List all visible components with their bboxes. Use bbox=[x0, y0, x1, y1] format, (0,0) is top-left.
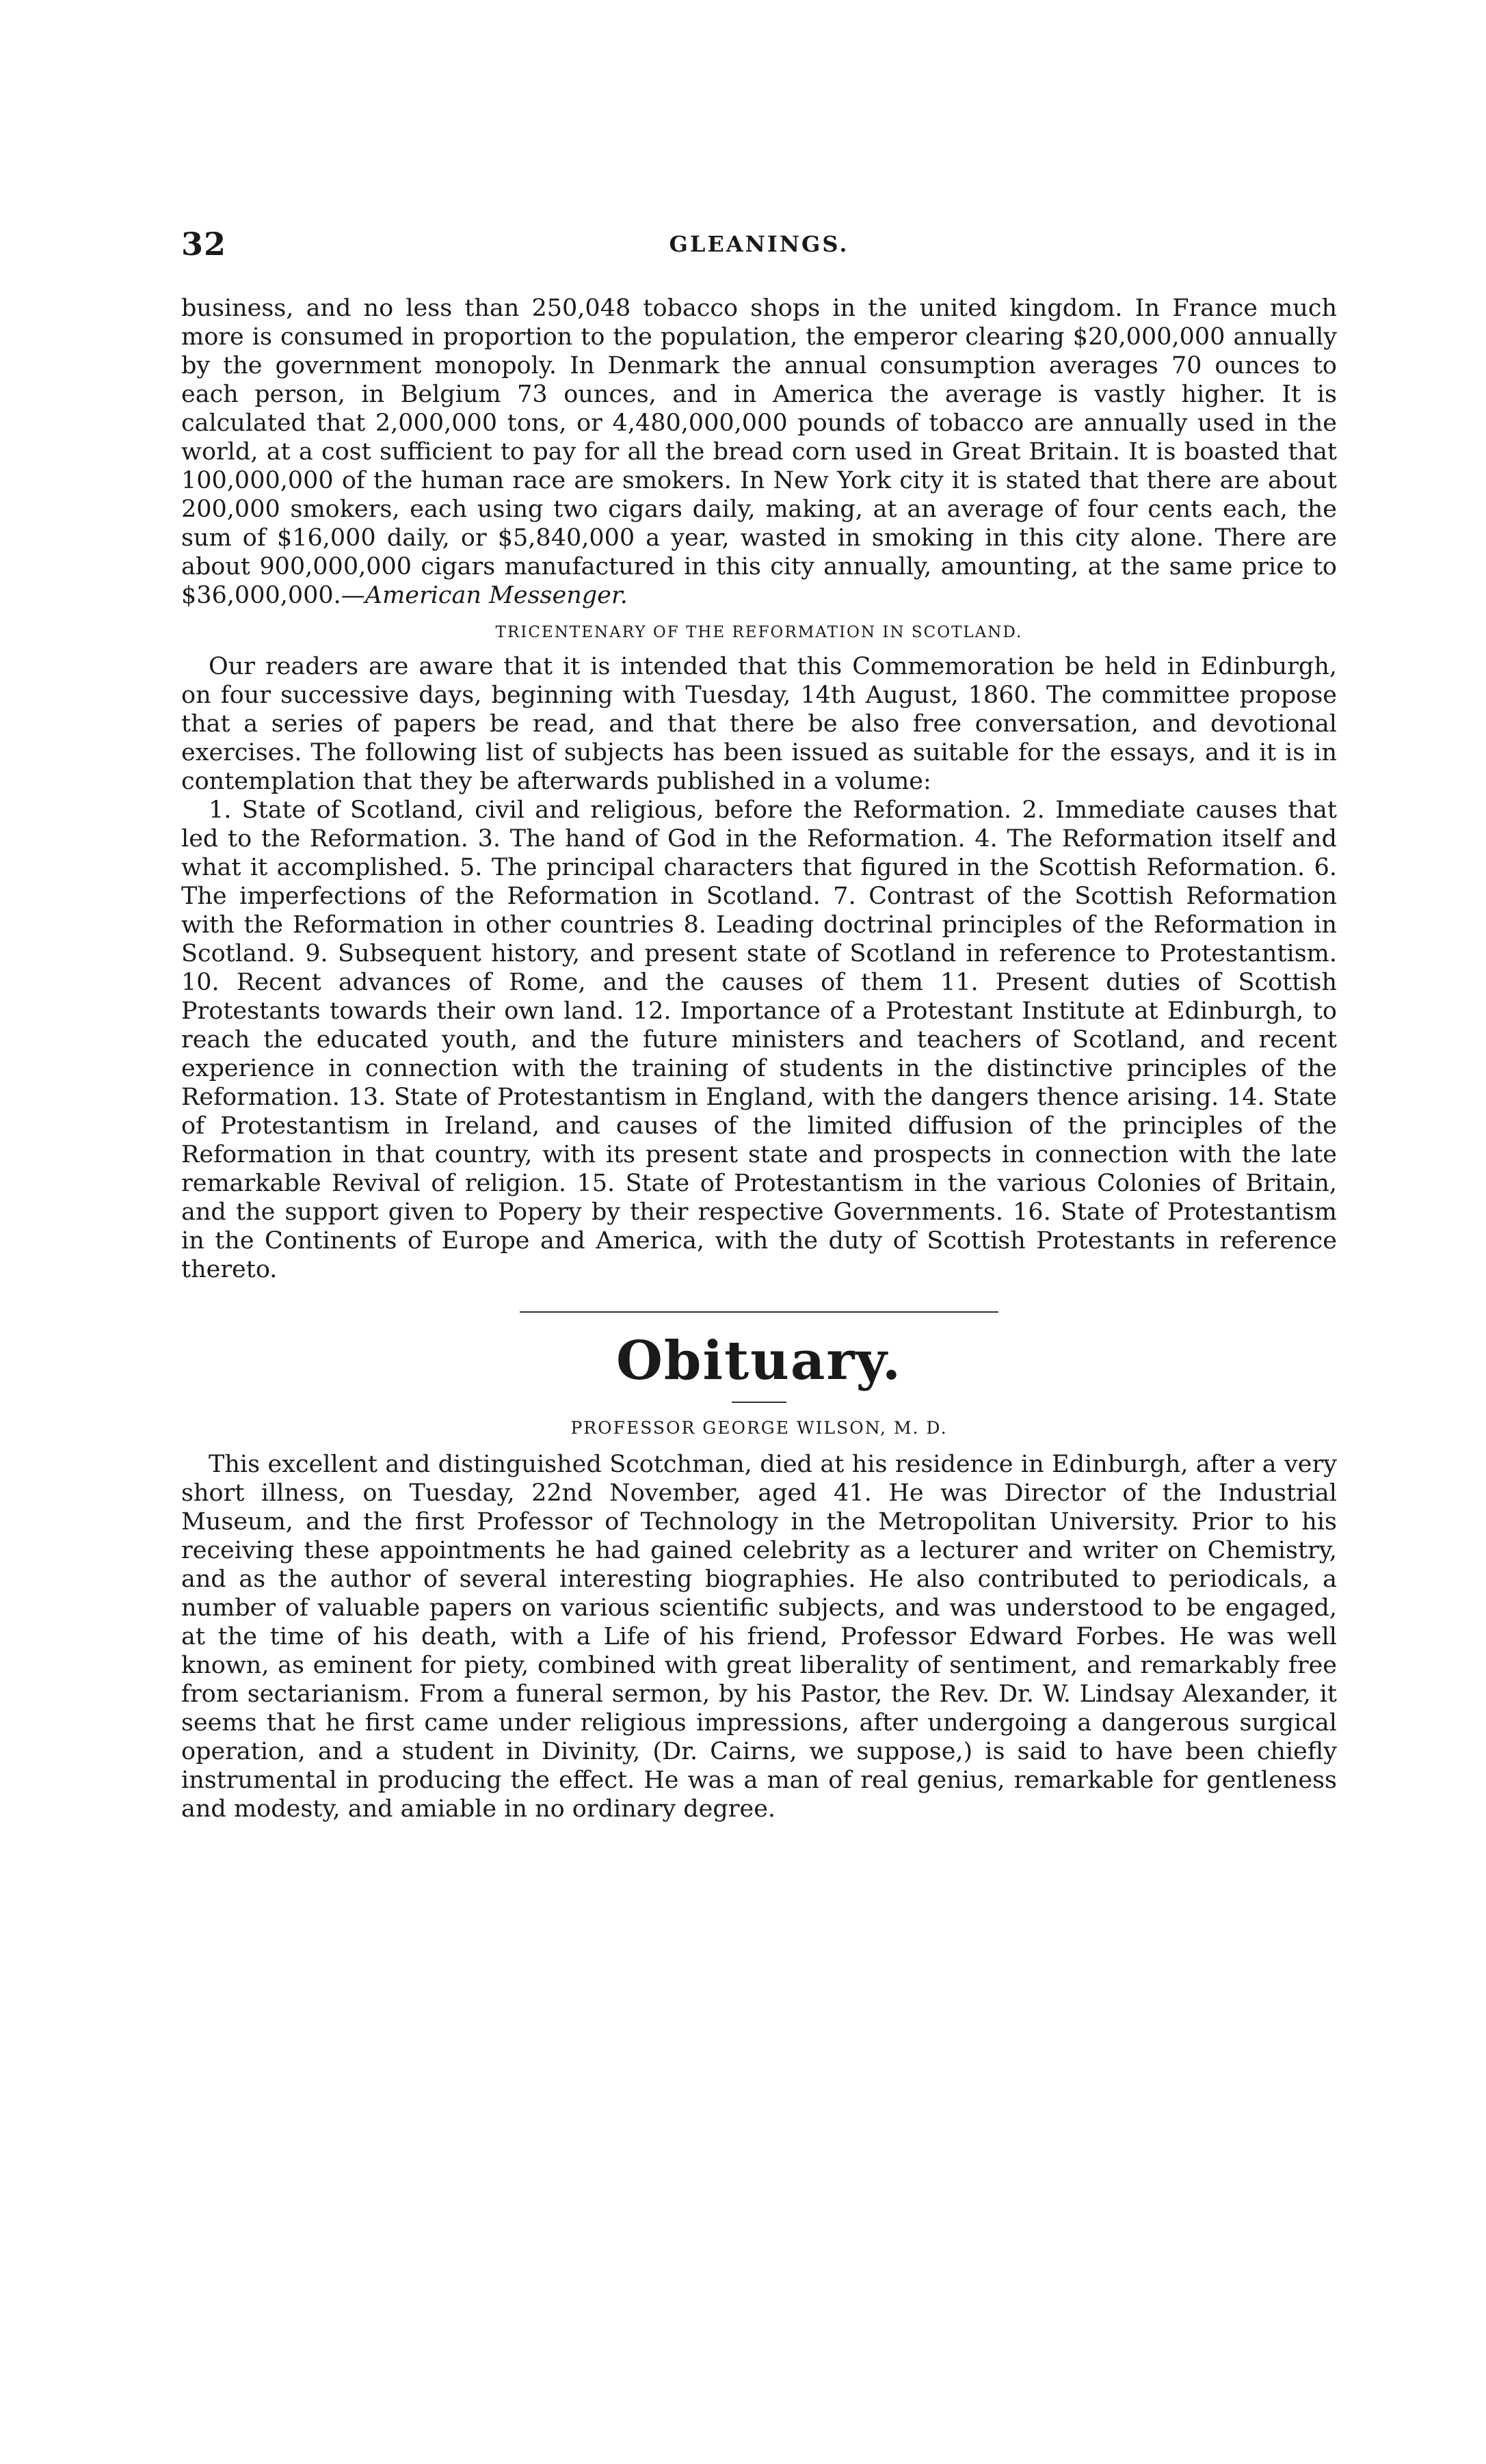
title-underline bbox=[732, 1402, 786, 1403]
running-head bbox=[181, 226, 1337, 267]
page-number: 32 bbox=[181, 226, 227, 263]
running-title: GLEANINGS. bbox=[669, 231, 849, 257]
obituary-subheading: PROFESSOR GEORGE WILSON, M. D. bbox=[570, 1418, 948, 1438]
obituary-title: Obituary. bbox=[615, 1330, 903, 1392]
tricentenary-intro: Our readers are aware that it is intended that this Commemoration be held in Edinburgh, on four successive days, beginning with Tuesday, 14th August, 1860. The committee propose that a series of papers be read, and that there be also free conversation, and devotional exercises. The following list of subjects has been issued as suitable for the essays, and it is in contemplation that they be afterwards published in a volume: bbox=[181, 653, 1337, 795]
tobacco-body: business, and no less than 250,048 tobacco shops in the united kingdom. In France much more is consumed in proportion to the population, the emperor clearing $20,000,000 annually by the government monopoly. In Denmark the annual consumption averages 70 ounces to each person, in Belgium 73 ounces, and in America the average is vastly higher. It is calculated that 2,000,000 tons, or 4,480,000,000 pounds of tobacco are annually used in the world, at a cost sufficient to pay for all the bread corn used in Great Britain. It is boasted that 100,000,000 of the human race are smokers. In New York city it is stated that there are about 200,000 smokers, each using two cigars daily, making, at an average of four cents each, the sum of $16,000 daily, or $5,840,000 a year, wasted in smoking in this city alone. There are about 900,000,000 cigars manufactured in this city annually, amounting, at the same price to $36,000,000.— bbox=[181, 295, 1337, 609]
tobacco-paragraph bbox=[181, 294, 1337, 610]
obituary-body: This excellent and distinguished Scotchman, died at his residence in Edinburgh, after a very short illness, on Tuesday, 22nd November, aged 41. He was Director of the Industrial Museum, and the first Professor of Technology in the Metropolitan University. Prior to his receiving these appointments he had gained celebrity as a lecturer and writer on Chemistry, and as the author of several interesting biographies. He also contributed to periodicals, a number of valuable papers on various scientific subjects, and was understood to be engaged, at the time of his death, with a Life of his friend, Professor Edward Forbes. He was well known, as eminent for piety, combined with great liberality of sentiment, and remarkably free from sectarianism. From a funeral sermon, by his Pastor, the Rev. Dr. W. Lindsay Alexander, it seems that he first came under religious impressions, after undergoing a dangerous surgical operation, and a student in Divinity, (Dr. Cairns, we suppose,) is said to have been chiefly instrumental in producing the effect. He was a man of real genius, remarkable for gentleness and modesty, and amiable in no ordinary degree. bbox=[181, 1451, 1337, 1823]
section-divider bbox=[520, 1311, 998, 1313]
tricentenary-heading: TRICENTENARY OF THE REFORMATION IN SCOTLAND. bbox=[495, 624, 1023, 641]
tobacco-source: American Messenger. bbox=[364, 582, 628, 609]
page bbox=[181, 226, 1337, 1823]
tricentenary-subjects: 1. State of Scotland, civil and religious, before the Reformation. 2. Immediate causes that led to the Reformation. 3. The hand of God in the Reformation. 4. The Reformation itself and what it accomplished. 5. The principal characters that figured in the Scottish Reformation. 6. The imperfections of the Reformation in Scotland. 7. Contrast of the Scottish Reformation with the Reformation in other countries 8. Leading doctrinal principles of the Reformation in Scotland. 9. Subsequent history, and present state of Scotland in reference to Protestantism. 10. Recent advances of Rome, and the causes of them 11. Present duties of Scottish Protestants towards their own land. 12. Importance of a Protestant Institute at Edinburgh, to reach the educated youth, and the future ministers and teachers of Scotland, and recent experience in connection with the training of students in the distinctive principles of the Reformation. 13. State of Protestantism in England, with the dangers thence arising. 14. State of Protestantism in Ireland, and causes of the limited diffusion of the principles of the Reformation in that country, with its present state and prospects in connection with the late remarkable Revival of religion. 15. State of Protestantism in the various Colonies of Britain, and the support given to Popery by their respective Governments. 16. State of Protestantism in the Continents of Europe and America, with the duty of Scottish Protestants in reference thereto. bbox=[181, 796, 1337, 1283]
